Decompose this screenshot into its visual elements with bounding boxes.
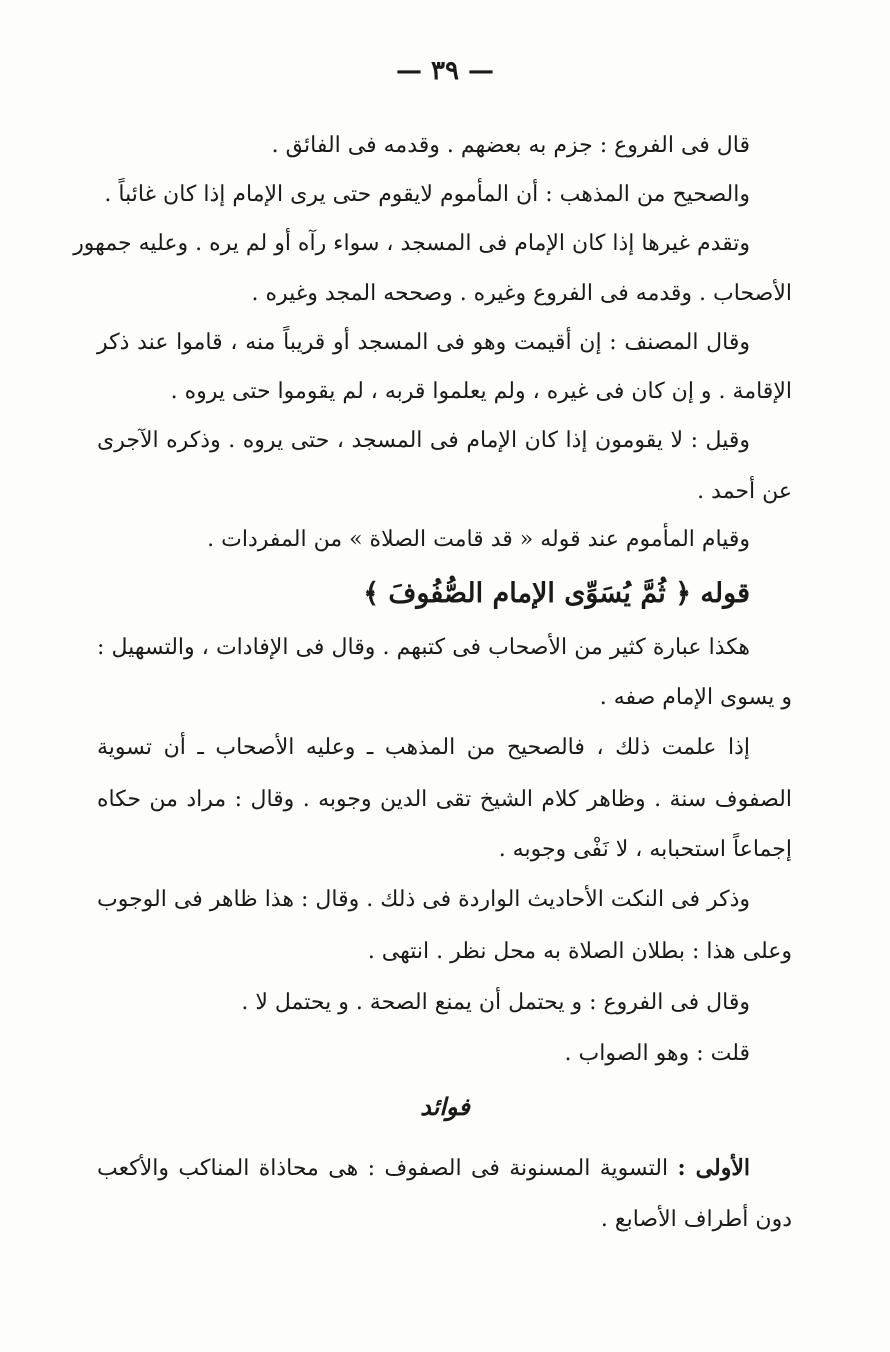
text-line: هكذا عبارة كثير من الأصحاب فى كتبهم . وقال فى الإفادات ، والتسهيل : xyxy=(97,635,750,660)
text-line: قلت : وهو الصواب . xyxy=(564,1041,750,1066)
text-line: وقال فى الفروع : و يحتمل أن يمنع الصحة . و يحتمل لا . xyxy=(241,990,750,1015)
first-benefit-label: الأولى : xyxy=(677,1155,750,1181)
text-line: وقال المصنف : إن أقيمت وهو فى المسجد أو قريباً منه ، قاموا عند ذكر xyxy=(97,330,750,355)
text-line: و يسوى الإمام صفه . xyxy=(599,685,792,710)
text-line: وتقدم غيرها إذا كان الإمام فى المسجد ، سواء رآه أو لم يره . وعليه جمهور xyxy=(73,231,750,256)
text-line: دون أطراف الأصابع . xyxy=(600,1207,792,1232)
text-line: عن أحمد . xyxy=(697,479,792,504)
text-line: وذكر فى النكت الأحاديث الواردة فى ذلك . وقال : هذا ظاهر فى الوجوب xyxy=(97,887,750,912)
text-line: الصفوف سنة . وظاهر كلام الشيخ تقى الدين وجوبه . وقال : مراد من حكاه xyxy=(97,787,792,812)
text-line: قال فى الفروع : جزم به بعضهم . وقدمه فى الفائق . xyxy=(271,133,750,158)
text-line: الإقامة . و إن كان فى غيره ، ولم يعلموا قربه ، لم يقوموا حتى يروه . xyxy=(170,379,792,404)
text-line: وعلى هذا : بطلان الصلاة به محل نظر . انتهى . xyxy=(367,939,792,964)
verse-heading: قوله ﴿ ثُمَّ يُسَوِّى الإمام الصُّفُوفَ ﴾ xyxy=(363,578,750,609)
text-line: إذا علمت ذلك ، فالصحيح من المذهب ـ وعليه الأصحاب ـ أن تسوية xyxy=(97,735,750,760)
text-line: الأصحاب . وقدمه فى الفروع وغيره . وصححه المجد وغيره . xyxy=(251,281,792,306)
text-line xyxy=(97,1150,750,1186)
text-line: إجماعاً استحبابه ، لا نَفْى وجوبه . xyxy=(498,837,792,862)
section-title: فوائد xyxy=(420,1092,470,1121)
text-line: وقيام المأموم عند قوله « قد قامت الصلاة » من المفردات . xyxy=(207,527,750,552)
text-line: والصحيح من المذهب : أن المأموم لايقوم حتى يرى الإمام إذا كان غائباً . xyxy=(104,182,750,207)
page-number: — ٣٩ — xyxy=(395,56,495,86)
text-line: وقيل : لا يقومون إذا كان الإمام فى المسجد ، حتى يروه . وذكره الآجرى xyxy=(97,428,750,453)
first-benefit-text: التسوية المسنونة فى الصفوف : هى محاذاة المناكب والأكعب xyxy=(97,1156,669,1181)
